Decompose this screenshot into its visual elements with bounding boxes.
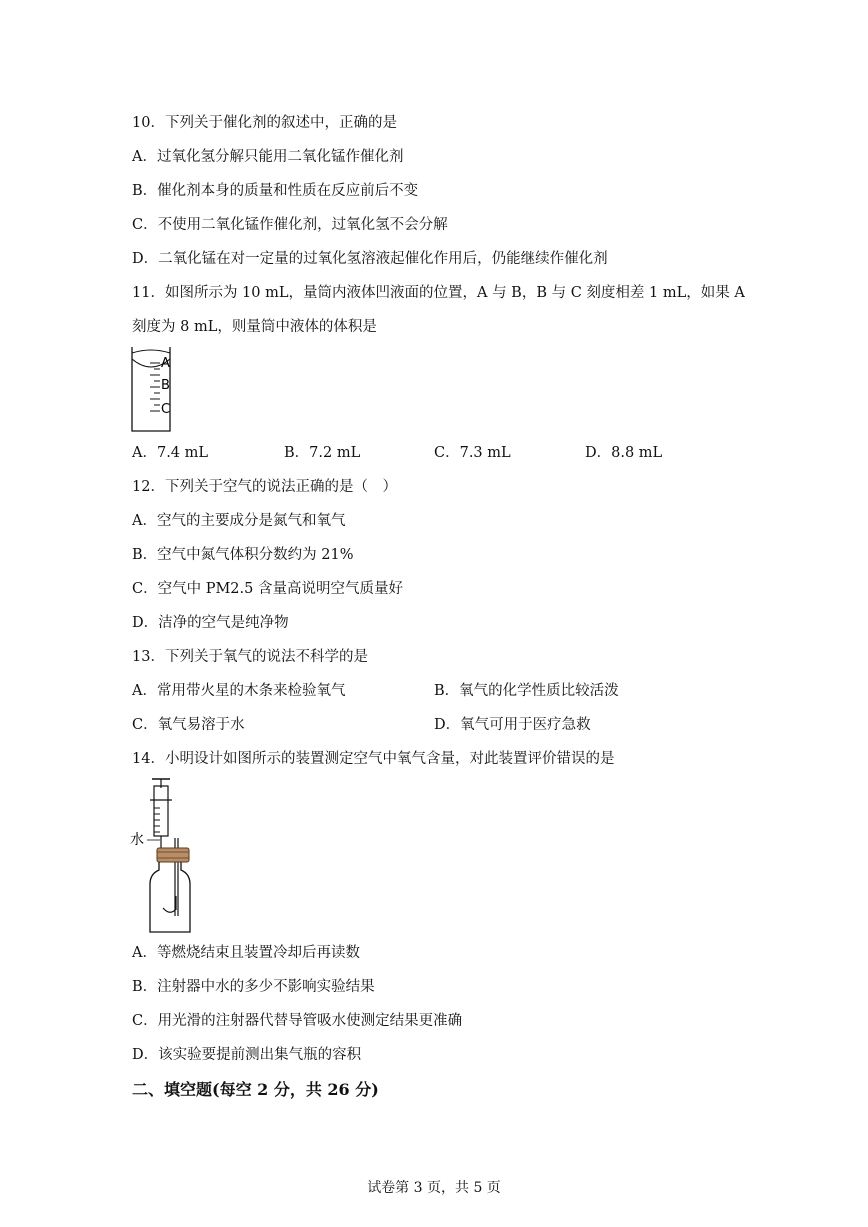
q13-option-a: A．常用带火星的木条来检验氧气 — [132, 683, 346, 699]
q11-option-d: D．8.8 mL — [585, 445, 663, 461]
q11-option-a: A．7.4 mL — [132, 445, 209, 461]
q11-option-c: C．7.3 mL — [434, 445, 511, 461]
q13-options-row1 — [132, 681, 732, 701]
q14-stem: 14．小明设计如图所示的装置测定空气中氧气含量，对此装置评价错误的是 — [132, 751, 615, 767]
q10-option-b: B．催化剂本身的质量和性质在反应前后不变 — [132, 183, 419, 199]
cylinder-label-c: C — [161, 402, 171, 417]
syringe-bottle-figure — [130, 776, 200, 936]
q12-stem: 12．下列关于空气的说法正确的是（ ） — [132, 479, 397, 495]
q11-option-b: B．7.2 mL — [284, 445, 361, 461]
q13-stem: 13．下列关于氧气的说法不科学的是 — [132, 649, 368, 665]
q13-option-d: D．氧气可用于医疗急救 — [434, 717, 591, 733]
q14-option-b: B．注射器中水的多少不影响实验结果 — [132, 979, 375, 995]
q13-option-b: B．氧气的化学性质比较活泼 — [434, 683, 619, 699]
q12-option-b: B．空气中氮气体积分数约为 21% — [132, 547, 354, 563]
q12-option-a: A．空气的主要成分是氮气和氧气 — [132, 513, 346, 529]
q10-option-a: A．过氧化氢分解只能用二氧化锰作催化剂 — [132, 149, 404, 165]
q11-options — [132, 443, 732, 463]
q13-option-c: C．氧气易溶于水 — [132, 717, 245, 733]
q11-stem-line1: 11．如图所示为 10 mL，量筒内液体凹液面的位置，A 与 B，B 与 C 刻度相差 1 mL，如果 A — [132, 285, 745, 301]
q12-option-c: C．空气中 PM2.5 含量高说明空气质量好 — [132, 581, 403, 597]
q10-stem: 10．下列关于催化剂的叙述中，正确的是 — [132, 115, 397, 131]
page-footer: 试卷第 3 页，共 5 页 — [367, 1180, 501, 1196]
q14-option-a: A．等燃烧结束且装置冷却后再读数 — [132, 945, 360, 961]
q13-options-row2 — [132, 715, 732, 735]
section-heading: 二、填空题(每空 2 分，共 26 分) — [132, 1080, 379, 1099]
graduated-cylinder-figure — [128, 345, 180, 435]
q14-option-d: D．该实验要提前测出集气瓶的容积 — [132, 1047, 362, 1063]
q11-stem-line2: 刻度为 8 mL，则量筒中液体的体积是 — [132, 319, 377, 335]
cylinder-label-a: A — [161, 356, 170, 371]
q10-option-c: C．不使用二氧化锰作催化剂，过氧化氢不会分解 — [132, 217, 448, 233]
q10-option-d: D．二氧化锰在对一定量的过氧化氢溶液起催化作用后，仍能继续作催化剂 — [132, 251, 608, 267]
water-label: 水 — [130, 832, 144, 848]
q12-option-d: D．洁净的空气是纯净物 — [132, 615, 289, 631]
cylinder-label-b: B — [161, 378, 170, 393]
q14-option-c: C．用光滑的注射器代替导管吸水使测定结果更准确 — [132, 1013, 463, 1029]
